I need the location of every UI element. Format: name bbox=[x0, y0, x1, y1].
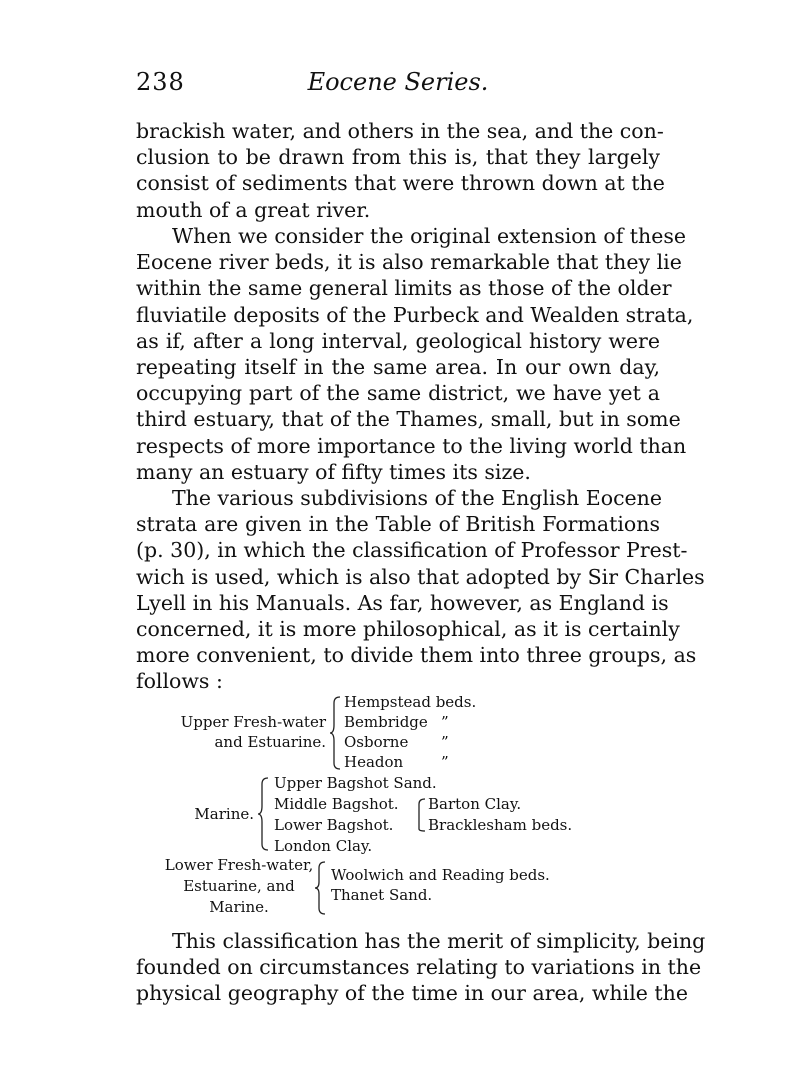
lower-group-label-line2: Estuarine, and bbox=[183, 877, 295, 895]
paragraph-2 bbox=[136, 223, 694, 485]
text-line: This classification has the merit of simplicity, being bbox=[172, 929, 706, 953]
text-line: occupying part of the same district, we have yet a bbox=[136, 381, 660, 406]
bed-middle-bagshot: Middle Bagshot. bbox=[274, 795, 399, 813]
text-line: third estuary, that of the Thames, small, but in some bbox=[136, 407, 681, 432]
text-line: as if, after a long interval, geological history were bbox=[136, 328, 660, 353]
bed-bracklesham: Bracklesham beds. bbox=[428, 816, 573, 834]
upper-group-brace bbox=[328, 695, 344, 771]
ditto-mark: ” bbox=[441, 753, 449, 771]
text-line: fluviatile deposits of the Purbeck and Wealden strata, bbox=[136, 302, 694, 327]
lower-group-brace bbox=[313, 860, 329, 916]
text-line: When we consider the original extension of these bbox=[172, 224, 687, 248]
text-line: repeating itself in the same area. In our own day, bbox=[136, 355, 660, 380]
text-line: concerned, it is more philosophical, as it is certainly bbox=[136, 617, 680, 642]
text-line: many an estuary of fifty times its size. bbox=[136, 459, 531, 484]
marine-group-label: Marine. bbox=[194, 805, 254, 823]
ditto-mark: ” bbox=[441, 733, 449, 751]
text-line: physical geography of the time in our area, while the bbox=[136, 981, 688, 1006]
text-line: Lyell in his Manuals. As far, however, as England is bbox=[136, 590, 669, 615]
text-line: more convenient, to divide them into three groups, as bbox=[136, 643, 697, 668]
bed-barton-clay: Barton Clay. bbox=[428, 795, 522, 813]
page-number: 238 bbox=[136, 68, 185, 96]
text-line: Eocene river beds, it is also remarkable that they lie bbox=[136, 250, 682, 275]
upper-group-label-line1: Upper Fresh-water bbox=[180, 713, 326, 731]
lower-group-label-line1: Lower Fresh-water, bbox=[164, 856, 314, 874]
bed-upper-bagshot: Upper Bagshot Sand. bbox=[274, 774, 437, 792]
text-line: mouth of a great river. bbox=[136, 197, 371, 222]
bed-woolwich-reading: Woolwich and Reading beds. bbox=[331, 866, 550, 884]
marine-group-brace bbox=[256, 776, 272, 852]
lower-group-label-line3: Marine. bbox=[209, 898, 269, 916]
bed-lower-bagshot: Lower Bagshot. bbox=[274, 816, 394, 834]
text-line: The various subdivisions of the English Eocene bbox=[172, 486, 663, 510]
upper-group-label-line2: and Estuarine. bbox=[214, 733, 326, 751]
text-line: follows : bbox=[136, 669, 223, 694]
text-line: brackish water, and others in the sea, and the con- bbox=[136, 119, 664, 143]
text-line: clusion to be drawn from this is, that they largely bbox=[136, 145, 660, 170]
bed-london-clay: London Clay. bbox=[274, 837, 373, 855]
bed-bembridge: Bembridge bbox=[344, 713, 428, 731]
bed-osborne: Osborne bbox=[344, 733, 409, 751]
running-title: Eocene Series. bbox=[307, 68, 489, 96]
ditto-mark: ” bbox=[441, 713, 449, 731]
text-line: strata are given in the Table of British Formations bbox=[136, 512, 660, 537]
text-line: consist of sediments that were thrown down at the bbox=[136, 171, 665, 196]
text-line: (p. 30), in which the classification of Professor Prest- bbox=[136, 538, 688, 563]
paragraph-4 bbox=[136, 928, 706, 1007]
bagshot-sub-brace bbox=[413, 797, 427, 833]
bed-headon: Headon bbox=[344, 753, 404, 771]
bed-thanet-sand: Thanet Sand. bbox=[331, 886, 433, 904]
paragraph-3 bbox=[136, 485, 705, 695]
text-line: within the same general limits as those of the older bbox=[136, 276, 672, 301]
text-line: respects of more importance to the living world than bbox=[136, 433, 687, 458]
page-header bbox=[136, 68, 660, 108]
paragraph-1 bbox=[136, 118, 665, 223]
text-line: wich is used, which is also that adopted by Sir Charles bbox=[136, 564, 705, 589]
bed-hempstead: Hempstead beds. bbox=[344, 693, 477, 711]
text-line: founded on circumstances relating to variations in the bbox=[136, 955, 702, 980]
